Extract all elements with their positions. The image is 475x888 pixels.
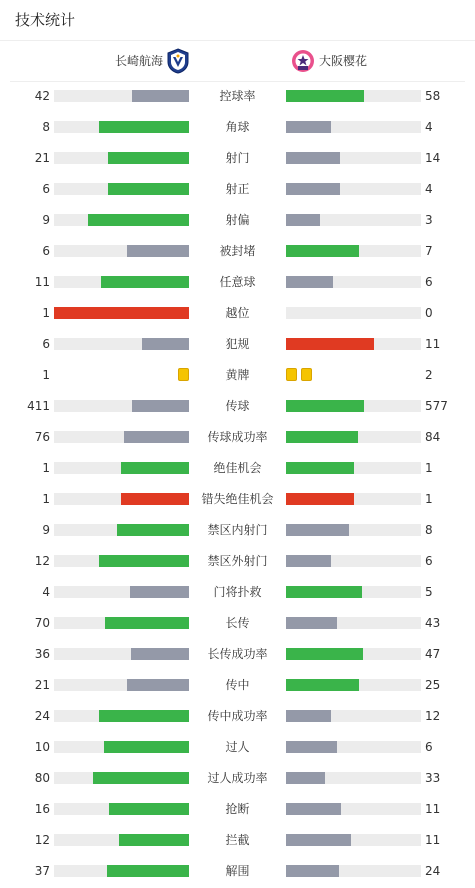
- away-stat-value: 5: [425, 585, 433, 599]
- title-divider: [0, 40, 475, 41]
- home-stat-bar: [54, 803, 189, 815]
- away-stat-bar: [286, 121, 421, 133]
- home-stat-value: 37: [34, 864, 50, 878]
- home-yellow-cards: [54, 368, 189, 382]
- away-stat-bar: [286, 648, 421, 660]
- home-stat-value: 1: [42, 492, 50, 506]
- away-stat-bar: [286, 338, 421, 350]
- yellow-card-icon: [178, 368, 189, 381]
- stat-label: 错失绝佳机会: [201, 492, 274, 506]
- away-stat-bar: [286, 679, 421, 691]
- stat-label: 传球成功率: [207, 430, 268, 444]
- home-stat-bar-fill: [127, 679, 189, 691]
- home-stat-bar: [54, 865, 189, 877]
- home-stat-bar: [54, 400, 189, 412]
- home-stat-bar-fill: [131, 648, 189, 660]
- home-stat-bar: [54, 555, 189, 567]
- away-stat-value: 14: [425, 151, 441, 165]
- home-stat-bar: [54, 338, 189, 350]
- stat-label: 射正: [225, 182, 250, 196]
- home-stat-value: 24: [34, 709, 50, 723]
- home-stat-bar-fill: [104, 741, 189, 753]
- home-stat-bar-fill: [99, 555, 189, 567]
- away-stat-value: 7: [425, 244, 433, 258]
- home-stat-bar-fill: [105, 617, 189, 629]
- stat-label: 被封堵: [219, 244, 256, 258]
- away-team-name: 大阪樱花: [319, 54, 368, 68]
- home-stat-value: 76: [34, 430, 50, 444]
- away-stat-bar-fill: [286, 741, 337, 753]
- home-stat-bar: [54, 90, 189, 102]
- away-stat-bar-fill: [286, 617, 337, 629]
- home-stat-bar-fill: [130, 586, 189, 598]
- home-stat-bar-fill: [108, 183, 189, 195]
- away-stat-value: 25: [425, 678, 441, 692]
- away-stat-value: 43: [425, 616, 441, 630]
- home-team-crest-icon: [166, 48, 190, 74]
- home-stat-value: 12: [34, 833, 50, 847]
- away-stat-bar: [286, 214, 421, 226]
- away-stat-value: 11: [425, 802, 441, 816]
- home-stat-bar-fill: [54, 307, 189, 319]
- home-stat-bar: [54, 431, 189, 443]
- stat-label: 过人成功率: [207, 771, 268, 785]
- home-stat-bar-fill: [127, 245, 189, 257]
- home-stat-value: 11: [34, 275, 50, 289]
- away-stat-bar-fill: [286, 710, 331, 722]
- team-header: [10, 42, 465, 82]
- home-stat-bar-fill: [99, 121, 189, 133]
- home-stat-value: 4: [42, 585, 50, 599]
- away-stat-bar: [286, 555, 421, 567]
- away-stat-value: 4: [425, 120, 433, 134]
- home-stat-bar: [54, 307, 189, 319]
- away-stat-bar-fill: [286, 834, 351, 846]
- home-stat-bar: [54, 617, 189, 629]
- away-stat-value: 8: [425, 523, 433, 537]
- stat-row: [0, 639, 475, 670]
- away-stat-value: 1: [425, 492, 433, 506]
- away-stat-bar: [286, 276, 421, 288]
- home-stat-value: 70: [34, 616, 50, 630]
- away-stat-value: 11: [425, 833, 441, 847]
- stat-row: [0, 577, 475, 608]
- stat-label: 传中成功率: [207, 709, 268, 723]
- home-stat-bar-fill: [132, 90, 189, 102]
- away-team-crest-icon: [291, 48, 315, 74]
- stat-label: 长传成功率: [207, 647, 268, 661]
- stat-label: 任意球: [219, 275, 256, 289]
- stat-row: [0, 81, 475, 112]
- away-stat-bar-fill: [286, 462, 354, 474]
- away-stat-bar-fill: [286, 245, 359, 257]
- stat-row: [0, 205, 475, 236]
- home-stat-value: 1: [42, 461, 50, 475]
- away-stat-bar-fill: [286, 679, 359, 691]
- away-stat-bar-fill: [286, 338, 374, 350]
- away-stat-value: 33: [425, 771, 441, 785]
- stat-row: [0, 112, 475, 143]
- home-stat-bar: [54, 493, 189, 505]
- stat-label: 角球: [225, 120, 250, 134]
- stat-row: [0, 329, 475, 360]
- away-stat-value: 24: [425, 864, 441, 878]
- away-stat-value: 58: [425, 89, 441, 103]
- home-stat-bar: [54, 741, 189, 753]
- home-stat-bar-fill: [119, 834, 189, 846]
- home-stat-value: 9: [42, 523, 50, 537]
- stat-row: [0, 825, 475, 856]
- home-stat-bar: [54, 214, 189, 226]
- away-stat-bar: [286, 152, 421, 164]
- stat-label: 犯规: [225, 337, 250, 351]
- away-stat-bar: [286, 183, 421, 195]
- away-yellow-cards: [286, 368, 421, 382]
- away-stat-bar-fill: [286, 865, 339, 877]
- away-stat-bar: [286, 617, 421, 629]
- away-stat-value: 6: [425, 740, 433, 754]
- away-stat-bar: [286, 245, 421, 257]
- away-stat-bar: [286, 865, 421, 877]
- home-stat-value: 10: [34, 740, 50, 754]
- home-stat-bar-fill: [108, 152, 189, 164]
- home-stat-bar-fill: [142, 338, 189, 350]
- home-stat-value: 9: [42, 213, 50, 227]
- home-stat-value: 6: [42, 244, 50, 258]
- home-team-name: 长崎航海: [114, 54, 163, 68]
- home-stat-value: 21: [34, 151, 50, 165]
- away-stat-value: 6: [425, 275, 433, 289]
- stat-row: [0, 856, 475, 887]
- home-stat-value: 80: [34, 771, 50, 785]
- stat-label: 禁区外射门: [207, 554, 268, 568]
- stat-label: 传中: [225, 678, 250, 692]
- stat-label: 禁区内射门: [207, 523, 268, 537]
- stat-label: 射门: [225, 151, 250, 165]
- away-stat-value: 12: [425, 709, 441, 723]
- away-stat-bar-fill: [286, 555, 331, 567]
- away-stat-bar: [286, 90, 421, 102]
- stat-row: [0, 143, 475, 174]
- stat-row: [0, 298, 475, 329]
- home-stat-bar: [54, 462, 189, 474]
- home-stat-value: 6: [42, 337, 50, 351]
- stat-label: 过人: [225, 740, 250, 754]
- stat-label: 黄牌: [225, 368, 250, 382]
- home-stat-bar-fill: [109, 803, 189, 815]
- home-stat-bar: [54, 121, 189, 133]
- home-stat-bar-fill: [88, 214, 189, 226]
- stat-label: 射偏: [225, 213, 250, 227]
- stat-label: 解围: [225, 864, 250, 878]
- away-stat-value: 47: [425, 647, 441, 661]
- home-stat-bar: [54, 710, 189, 722]
- stat-label: 传球: [225, 399, 250, 413]
- stat-label: 绝佳机会: [213, 461, 262, 475]
- away-stat-value: 0: [425, 306, 433, 320]
- away-stat-bar-fill: [286, 493, 354, 505]
- stat-label: 控球率: [219, 89, 256, 103]
- home-stat-value: 12: [34, 554, 50, 568]
- away-stat-bar-fill: [286, 431, 358, 443]
- away-stat-bar-fill: [286, 214, 320, 226]
- away-stat-bar-fill: [286, 183, 340, 195]
- stat-row: [0, 515, 475, 546]
- home-stat-value: 1: [42, 306, 50, 320]
- away-stat-bar: [286, 524, 421, 536]
- stat-row: [0, 732, 475, 763]
- home-stat-bar-fill: [99, 710, 189, 722]
- stat-row: [0, 670, 475, 701]
- stat-row: [0, 608, 475, 639]
- away-stat-value: 11: [425, 337, 441, 351]
- stat-label: 拦截: [225, 833, 250, 847]
- home-stat-value: 36: [34, 647, 50, 661]
- away-stat-bar-fill: [286, 152, 340, 164]
- home-stat-bar-fill: [107, 865, 189, 877]
- home-stat-bar: [54, 524, 189, 536]
- home-stat-bar-fill: [117, 524, 189, 536]
- stat-label: 越位: [225, 306, 250, 320]
- home-stat-bar-fill: [101, 276, 189, 288]
- home-stat-bar: [54, 152, 189, 164]
- stat-row: [0, 701, 475, 732]
- away-stat-bar: [286, 834, 421, 846]
- stat-row: [0, 422, 475, 453]
- away-stat-bar: [286, 710, 421, 722]
- away-stat-bar-fill: [286, 121, 331, 133]
- home-stat-value: 6: [42, 182, 50, 196]
- away-stat-bar-fill: [286, 400, 364, 412]
- away-stat-bar: [286, 431, 421, 443]
- page-title: 技术统计: [15, 11, 76, 29]
- away-stat-value: 4: [425, 182, 433, 196]
- away-stat-bar-fill: [286, 772, 325, 784]
- away-stat-bar: [286, 803, 421, 815]
- stat-row: [0, 267, 475, 298]
- stat-row: [0, 453, 475, 484]
- home-stat-bar: [54, 648, 189, 660]
- home-stat-bar: [54, 772, 189, 784]
- away-stat-value: 1: [425, 461, 433, 475]
- stat-row: [0, 174, 475, 205]
- away-stat-bar: [286, 741, 421, 753]
- stat-row: [0, 236, 475, 267]
- home-stat-bar-fill: [93, 772, 189, 784]
- away-stat-bar-fill: [286, 90, 364, 102]
- home-stat-bar: [54, 183, 189, 195]
- home-stat-bar-fill: [124, 431, 189, 443]
- away-stat-bar-fill: [286, 524, 349, 536]
- home-stat-value: 8: [42, 120, 50, 134]
- home-stat-value: 411: [27, 399, 50, 413]
- stat-row: [0, 484, 475, 515]
- stat-label: 抢断: [225, 802, 250, 816]
- home-stat-bar: [54, 245, 189, 257]
- home-stat-value: 21: [34, 678, 50, 692]
- home-stat-bar: [54, 679, 189, 691]
- away-stat-bar: [286, 586, 421, 598]
- stat-row: [0, 360, 475, 391]
- stat-label: 门将扑救: [213, 585, 262, 599]
- away-stat-bar-fill: [286, 803, 341, 815]
- stat-row: [0, 794, 475, 825]
- home-stat-value: 42: [34, 89, 50, 103]
- away-stat-value: 84: [425, 430, 441, 444]
- yellow-card-icon: [286, 368, 297, 381]
- home-stat-value: 16: [34, 802, 50, 816]
- away-stat-bar-fill: [286, 276, 333, 288]
- home-stat-bar-fill: [121, 493, 189, 505]
- home-stat-bar-fill: [132, 400, 189, 412]
- away-stat-value: 3: [425, 213, 433, 227]
- stat-row: [0, 546, 475, 577]
- away-stat-value: 577: [425, 399, 448, 413]
- home-stat-bar-fill: [121, 462, 189, 474]
- away-stat-bar: [286, 400, 421, 412]
- home-stat-bar: [54, 834, 189, 846]
- away-stat-value: 2: [425, 368, 433, 382]
- home-stat-bar: [54, 276, 189, 288]
- away-stat-bar: [286, 307, 421, 319]
- away-stat-bar: [286, 493, 421, 505]
- yellow-card-icon: [301, 368, 312, 381]
- away-stat-bar-fill: [286, 648, 363, 660]
- away-stat-bar: [286, 772, 421, 784]
- away-stat-bar-fill: [286, 586, 362, 598]
- away-stat-bar: [286, 462, 421, 474]
- home-stat-value: 1: [42, 368, 50, 382]
- stat-row: [0, 391, 475, 422]
- home-stat-bar: [54, 586, 189, 598]
- away-stat-value: 6: [425, 554, 433, 568]
- stat-label: 长传: [225, 616, 250, 630]
- stat-row: [0, 763, 475, 794]
